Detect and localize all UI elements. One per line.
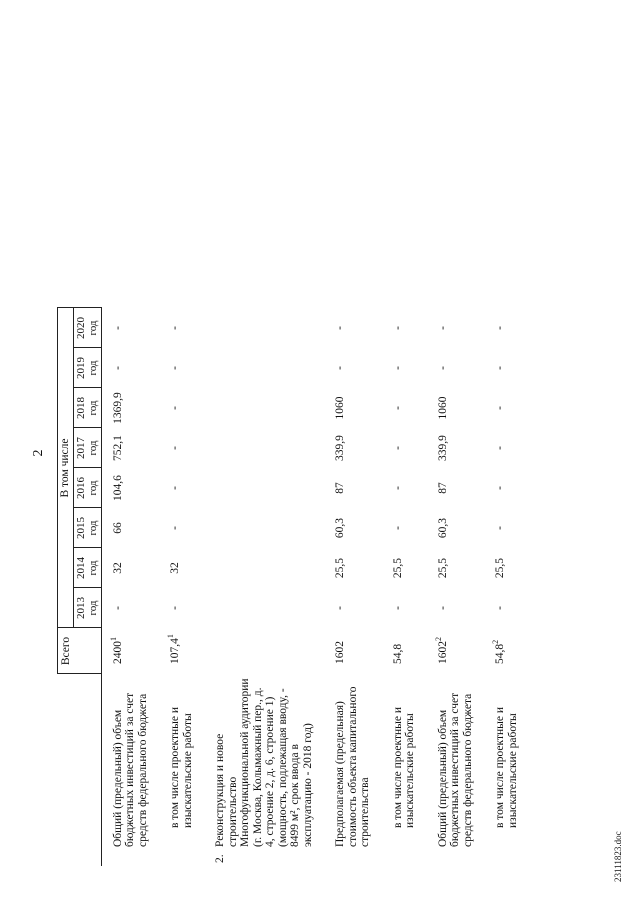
year-value: - [169, 605, 181, 610]
year-value: 1369,9 [111, 391, 124, 424]
year-value: - [169, 365, 181, 370]
year-value: - [494, 405, 506, 410]
year-value: 1060 [334, 396, 346, 419]
year-value: - [494, 485, 506, 490]
row-number [484, 850, 529, 866]
page-number: 2 [31, 449, 46, 456]
year-value: - [494, 525, 506, 530]
document-page [15, 18, 625, 888]
year-value: 339,9 [436, 434, 449, 461]
row-total [324, 628, 382, 674]
year-value: - [391, 485, 404, 490]
table-row [382, 308, 427, 866]
footnote-mark: 1 [108, 636, 118, 641]
year-value [204, 348, 324, 388]
year-value [204, 548, 324, 588]
year-value: 339,9 [334, 434, 346, 461]
year-value [204, 508, 324, 548]
year-value [204, 388, 324, 428]
header-year: 2019 год [73, 348, 101, 388]
year-value: - [494, 445, 506, 450]
row-total [484, 628, 529, 674]
row-total [427, 628, 485, 674]
table-row [484, 308, 529, 866]
row-number [324, 850, 382, 866]
row-description: в том числе проектные и изыскательские работы [391, 706, 416, 828]
year-value: 32 [111, 561, 124, 574]
year-value: - [494, 605, 506, 610]
year-value: - [169, 525, 181, 530]
year-value: 104,6 [111, 474, 124, 501]
year-value: 25,5 [334, 557, 346, 578]
year-value: - [334, 605, 346, 610]
year-value: 32 [169, 561, 181, 574]
header-including: В том числе [58, 308, 74, 628]
year-value: - [169, 405, 181, 410]
investment-table [57, 307, 529, 866]
year-value: - [169, 485, 181, 490]
year-value [204, 308, 324, 348]
table-body [101, 308, 529, 866]
footnote-mark: 2 [433, 636, 443, 641]
header-year: 2018 год [73, 388, 101, 428]
year-value: - [391, 325, 404, 330]
header-num-cell [58, 850, 102, 866]
row-description: Предполагаемая (предельная) стоимость объекта капитального строительства [334, 685, 371, 847]
footnote-mark: 1 [166, 633, 176, 638]
year-value: - [334, 325, 346, 330]
table-row [324, 308, 382, 866]
year-value: 25,5 [436, 557, 449, 578]
table-header [58, 308, 102, 866]
row-total [159, 628, 204, 674]
row-description: в том числе проектные и изыскательские работы [494, 706, 519, 828]
row-number [382, 850, 427, 866]
year-value: 60,3 [334, 517, 346, 538]
year-value: - [391, 365, 404, 370]
year-value: - [494, 325, 506, 330]
header-year: 2016 год [73, 468, 101, 508]
header-year: 2014 год [73, 548, 101, 588]
year-value: 25,5 [494, 557, 506, 578]
row-description: Общий (предельный) объем бюджетных инвестиций за счет средств федерального бюджета [436, 692, 474, 847]
year-value: - [494, 365, 506, 370]
header-year: 2020 год [73, 308, 101, 348]
header-desc-cell [58, 674, 102, 850]
year-value: - [111, 325, 124, 330]
year-value: 25,5 [391, 557, 404, 578]
year-value [204, 428, 324, 468]
row-number [101, 850, 159, 866]
row-total [101, 628, 159, 674]
row-total [204, 628, 324, 674]
row-number [427, 850, 485, 866]
year-value: 60,3 [436, 517, 449, 538]
row-number [159, 850, 204, 866]
year-value: 87 [436, 481, 449, 494]
year-value: - [436, 365, 449, 370]
row-total-value: 107,4 [169, 637, 181, 664]
year-value: 1060 [436, 396, 449, 419]
year-value: - [391, 405, 404, 410]
year-value: 87 [334, 481, 346, 494]
header-year: 2015 год [73, 508, 101, 548]
year-value [204, 588, 324, 628]
header-year: 2013 год [73, 588, 101, 628]
year-value: - [391, 525, 404, 530]
year-value: - [436, 325, 449, 330]
year-value: - [391, 445, 404, 450]
year-value [204, 468, 324, 508]
year-value: - [169, 445, 181, 450]
row-total-value: 2400 [111, 640, 124, 664]
row-total [382, 628, 427, 674]
document-footer: 23111823.doc [613, 830, 623, 882]
table-row [159, 308, 204, 866]
header-year: 2017 год [73, 428, 101, 468]
table-row [427, 308, 485, 866]
table-row [101, 308, 159, 866]
row-total-value: 1602 [334, 640, 346, 664]
year-value: - [391, 605, 404, 610]
table-row [204, 308, 324, 866]
year-value: - [111, 605, 124, 610]
year-value: 66 [111, 521, 124, 534]
year-value: - [334, 365, 346, 370]
header-total: Всего [58, 628, 102, 674]
year-value: - [169, 325, 181, 330]
row-description: Общий (предельный) объем бюджетных инвестиций за счет средств федерального бюджета [111, 692, 149, 847]
row-total-value: 54,8 [494, 643, 506, 664]
footnote-mark: 2 [491, 639, 501, 644]
row-description: Реконструкция и новое строительство Многофункциональной аудитории (г. Москва, Колымажный пер., д. 4, строение 2, д. 6, строение 1) (мощность, подлежащая вводу, - 8499 м², срок ввода в эксплуатацию - 2018 год) [214, 677, 314, 847]
year-value: - [436, 605, 449, 610]
year-value: - [111, 365, 124, 370]
row-description: в том числе проектные и изыскательские работы [169, 706, 194, 828]
year-value: 752,1 [111, 434, 124, 461]
row-total-value: 54,8 [391, 643, 404, 664]
row-number: 2. [214, 853, 226, 863]
row-total-value: 1602 [436, 640, 449, 664]
